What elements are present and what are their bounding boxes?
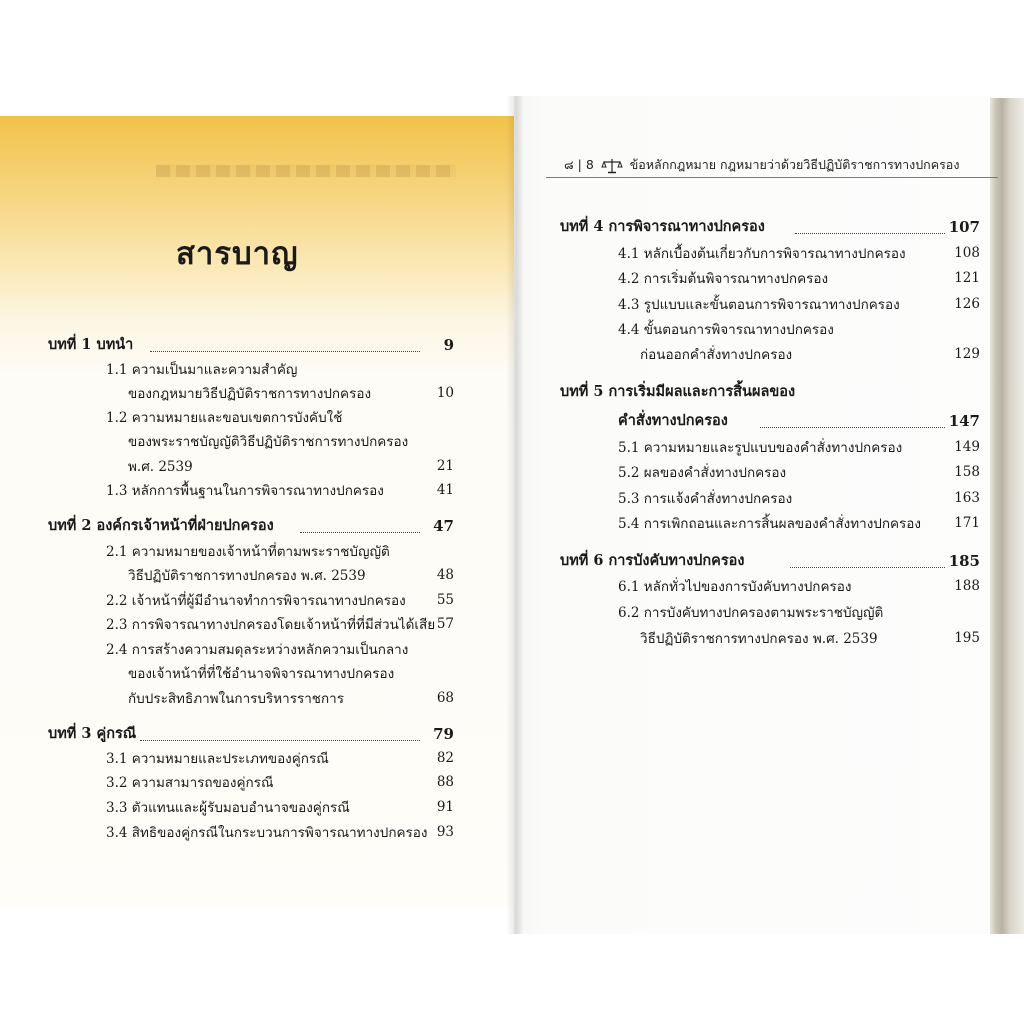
toc-page-number: 47 (433, 517, 454, 535)
toc-section-1-3: 1.3 หลักการพื้นฐานในการพิจารณาทางปกครอง (106, 483, 384, 499)
toc-page-number: 149 (954, 439, 980, 455)
toc-section-3-4: 3.4 สิทธิของคู่กรณีในกระบวนการพิจารณาทางปกครอง (106, 825, 428, 841)
toc-section-5-1: 5.1 ความหมายและรูปแบบของคำสั่งทางปกครอง (618, 440, 903, 456)
toc-section-4-1: 4.1 หลักเบื้องต้นเกี่ยวกับการพิจารณาทางปกครอง (618, 246, 906, 262)
toc-section-2-2: 2.2 เจ้าหน้าที่ผู้มีอำนาจทำการพิจารณาทางปกครอง (106, 593, 406, 609)
toc-chapter-1: บทที่ 1 บทนำ (48, 336, 134, 353)
toc-section-line: กับประสิทธิภาพในการบริหารราชการ (128, 691, 344, 707)
toc-page-number: 158 (954, 464, 980, 480)
toc-section-3-3: 3.3 ตัวแทนและผู้รับมอบอำนาจของคู่กรณี (106, 800, 350, 816)
leader-dots (795, 233, 945, 234)
toc-chapter-6: บทที่ 6 การบังคับทางปกครอง (560, 552, 745, 569)
header-separator: | (577, 157, 582, 172)
toc-section-4-4: 4.4 ขั้นตอนการพิจารณาทางปกครอง (618, 322, 834, 338)
toc-page-number: 108 (954, 245, 980, 261)
toc-chapter-5-line: คำสั่งทางปกครอง (618, 412, 728, 429)
toc-page-number: 107 (948, 218, 980, 236)
toc-section-line: ของพระราชบัญญัติวิธีปฏิบัติราชการทางปกครอง (128, 434, 409, 450)
toc-section-line: ของเจ้าหน้าที่ที่ใช้อำนาจพิจารณาทางปกครอง (128, 666, 395, 682)
leader-dots (300, 532, 420, 533)
toc-chapter-3: บทที่ 3 คู่กรณี (48, 725, 137, 742)
toc-page-number: 82 (436, 750, 454, 766)
page-title: สารบาญ (176, 236, 299, 272)
toc-page-number: 57 (436, 616, 454, 632)
toc-section-line: พ.ศ. 2539 (128, 459, 193, 475)
toc-page-number: 9 (443, 336, 454, 354)
scales-of-justice-icon (601, 158, 623, 174)
bleed-through-text (156, 165, 456, 177)
toc-page-number: 185 (948, 552, 980, 570)
toc-section-2-1: 2.1 ความหมายของเจ้าหน้าที่ตามพระราชบัญญัติ (106, 544, 390, 560)
header-title: ข้อหลักกฎหมาย กฎหมายว่าด้วยวิธีปฏิบัติราชการทางปกครอง (629, 157, 960, 172)
toc-section-6-2: 6.2 การบังคับทางปกครองตามพระราชบัญญัติ (618, 605, 884, 621)
toc-page-number: 126 (954, 296, 980, 312)
toc-section-1-1: 1.1 ความเป็นมาและความสำคัญ (106, 362, 298, 378)
toc-page-number: 163 (954, 490, 980, 506)
toc-section-5-4: 5.4 การเพิกถอนและการสิ้นผลของคำสั่งทางปกครอง (618, 516, 922, 532)
toc-section-5-3: 5.3 การแจ้งคำสั่งทางปกครอง (618, 491, 793, 507)
toc-section-line: ของกฎหมายวิธีปฏิบัติราชการทางปกครอง (128, 386, 372, 402)
toc-chapter-2: บทที่ 2 องค์กรเจ้าหน้าที่ฝ่ายปกครอง (48, 517, 274, 534)
toc-page-number: 188 (954, 578, 980, 594)
leader-dots (140, 740, 420, 741)
running-header (564, 155, 959, 175)
toc-page-number: 147 (948, 412, 980, 430)
toc-page-number: 10 (436, 385, 454, 401)
toc-section-line: ก่อนออกคำสั่งทางปกครอง (640, 347, 793, 363)
toc-page-number: 79 (433, 725, 454, 743)
toc-page-number: 129 (954, 346, 980, 362)
toc-chapter-4: บทที่ 4 การพิจารณาทางปกครอง (560, 218, 765, 235)
toc-section-1-2: 1.2 ความหมายและขอบเขตการบังคับใช้ (106, 410, 343, 426)
toc-page-number: 171 (954, 515, 980, 531)
leader-dots (790, 567, 945, 568)
leader-dots (150, 351, 420, 352)
toc-section-2-3: 2.3 การพิจารณาทางปกครองโดยเจ้าหน้าที่ที่มีส่วนได้เสีย (106, 617, 436, 633)
leader-dots (760, 427, 945, 428)
header-page-thai: ๘ (564, 157, 574, 172)
toc-page-number: 88 (436, 774, 454, 790)
toc-section-line: วิธีปฏิบัติราชการทางปกครอง พ.ศ. 2539 (128, 568, 366, 584)
toc-page-number: 41 (436, 482, 454, 498)
toc-section-2-4: 2.4 การสร้างความสมดุลระหว่างหลักความเป็นกลาง (106, 642, 409, 658)
toc-section-6-1: 6.1 หลักทั่วไปของการบังคับทางปกครอง (618, 579, 852, 595)
toc-section-line: วิธีปฏิบัติราชการทางปกครอง พ.ศ. 2539 (640, 631, 878, 647)
toc-chapter-5: บทที่ 5 การเริ่มมีผลและการสิ้นผลของ (560, 383, 796, 400)
toc-page-number: 93 (436, 824, 454, 840)
toc-section-5-2: 5.2 ผลของคำสั่งทางปกครอง (618, 465, 787, 481)
toc-section-3-1: 3.1 ความหมายและประเภทของคู่กรณี (106, 751, 329, 767)
toc-page-number: 68 (436, 690, 454, 706)
toc-page-number: 121 (954, 270, 980, 286)
toc-page-number: 55 (436, 592, 454, 608)
toc-page-number: 91 (436, 799, 454, 815)
toc-section-3-2: 3.2 ความสามารถของคู่กรณี (106, 775, 274, 791)
header-page-arabic: 8 (585, 157, 594, 172)
toc-page-number: 195 (954, 630, 980, 646)
header-rule (546, 177, 998, 178)
toc-page-number: 48 (436, 567, 454, 583)
toc-section-4-2: 4.2 การเริ่มต้นพิจารณาทางปกครอง (618, 271, 829, 287)
toc-section-4-3: 4.3 รูปแบบและขั้นตอนการพิจารณาทางปกครอง (618, 297, 900, 313)
page-edge (990, 98, 1024, 934)
toc-page-number: 21 (436, 458, 454, 474)
book-spine (506, 96, 524, 934)
